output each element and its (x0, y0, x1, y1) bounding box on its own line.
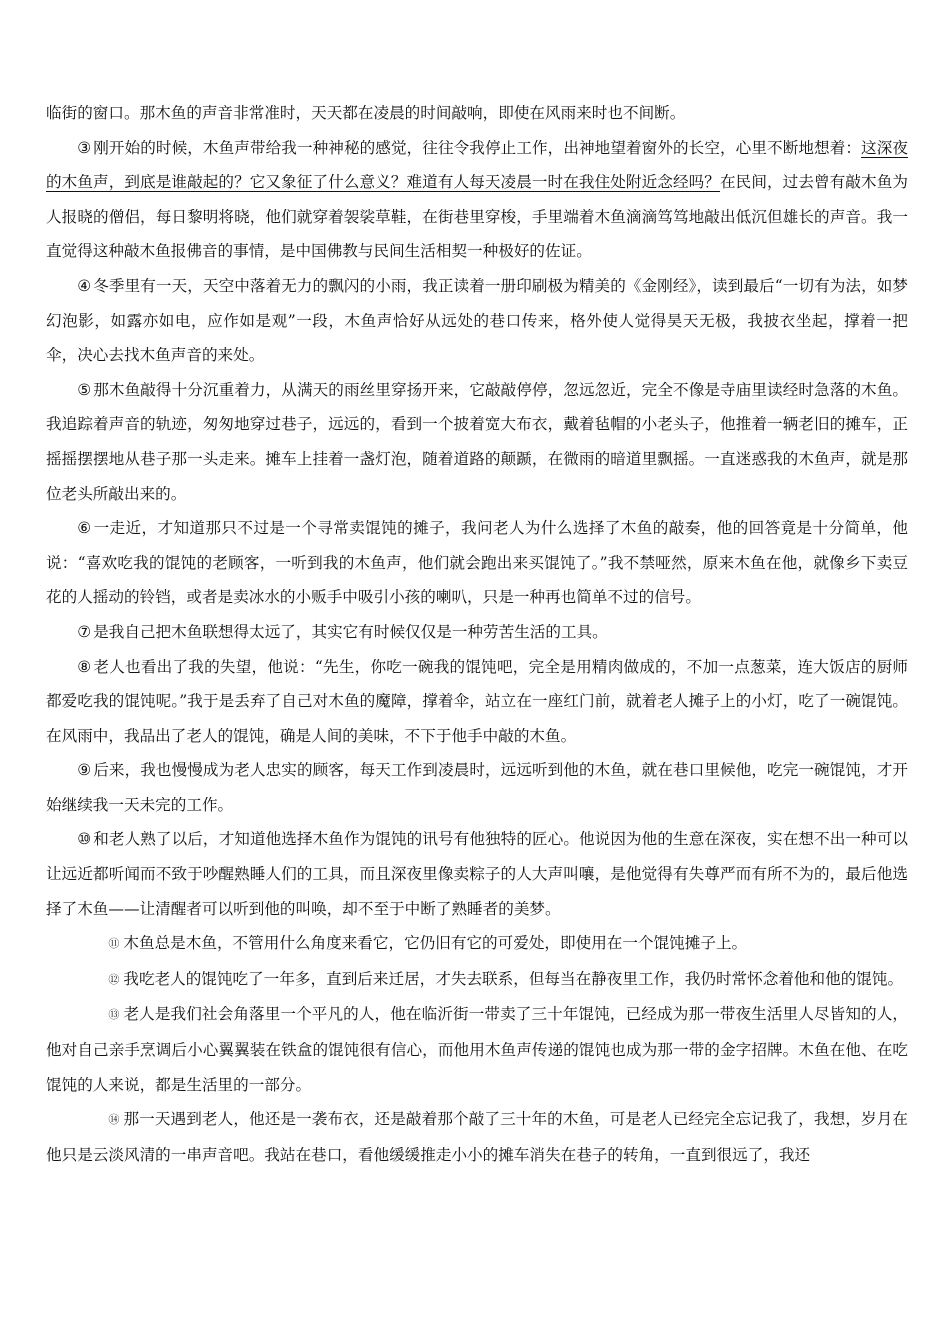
paragraph-number: ③ (77, 138, 92, 157)
paragraph-text: 临街的窗口。那木鱼的声音非常准时，天天都在凌晨的时间敲响，即使在风雨来时也不间断。 (46, 104, 686, 122)
paragraph-text: 一走近，才知道那只不过是一个寻常卖馄饨的摊子，我问老人为什么选择了木鱼的敲奏，他的回答竟是十分简单，他说：“喜欢吃我的馄饨的老顾客，一听到我的木鱼声，他们就会跑出来买馄饨了。”我不禁哑然，原来木鱼在他，就像乡下卖豆花的人摇动的铃铛，或者是卖冰水的小贩手中吸引小孩的喇叭，只是一种再也简单不过的信号。 (46, 519, 908, 607)
paragraph-text: 后来，我也慢慢成为老人忠实的顾客，每天工作到凌晨时，远远听到他的木鱼，就在巷口里候他，吃完一碗馄饨，才开始继续我一天未完的工作。 (46, 761, 908, 814)
paragraph-text: 冬季里有一天，天空中落着无力的飘闪的小雨，我正读着一册印刷极为精美的《金刚经》，读到最后“一切有为法，如梦幻泡影，如露亦如电，应作如是观”一段，木鱼声恰好从远处的巷口传来，格外使人觉得昊天无极，我披衣坐起，撑着一把伞，决心去找木鱼声音的来处。 (46, 276, 908, 365)
paragraph-5 (46, 373, 908, 511)
paragraph-text: 在民间，过去曾有敲木鱼为人报晓的僧侣，每日黎明将晓，他们就穿着袈裟草鞋，在街巷里穿梭，手里端着木鱼滴滴笃笃地敲出低沉但雄长的声音。我一直觉得这种敲木鱼报佛音的事情，是中国佛教与民间生活相契一种极好的佐证。 (46, 173, 908, 261)
paragraph-text: 我吃老人的馄饨吃了一年多，直到后来迁居，才失去联系，但每当在静夜里工作，我仍时常怀念着他和他的馄饨。 (123, 969, 904, 988)
paragraph-text: 老人是我们社会角落里一个平凡的人，他在临沂街一带卖了三十年馄饨，已经成为那一带夜生活里人尽皆知的人，他对自己亲手烹调后小心翼翼装在铁盒的馄饨很有信心，而他用木鱼声传递的馄饨也成为那一带的金字招牌。木鱼在他、在吃馄饨的人来说，都是生活里的一部分。 (46, 1005, 908, 1094)
paragraph-number: ⑤ (77, 380, 92, 399)
paragraph-text: 刚开始的时候，木鱼声带给我一种神秘的感觉，往往令我停止工作，出神地望着窗外的长空，心里不断地想着： (93, 138, 862, 157)
paragraph-text: 和老人熟了以后，才知道他选择木鱼作为馄饨的讯号有他独特的匠心。他说因为他的生意在深夜，实在想不出一种可以让远近都听闻而不致于吵醒熟睡人们的工具，而且深夜里像卖粽子的人大声叫嚷，是他觉得有失尊严而有所不为的，最后他选择了木鱼——让清醒者可以听到他的叫唤，却不至于中断了熟睡者的美梦。 (46, 830, 908, 918)
paragraph-text: 那木鱼敲得十分沉重着力，从满天的雨丝里穿扬开来，它敲敲停停，忽远忽近，完全不像是寺庙里读经时急落的木鱼。我追踪着声音的轨迹，匆匆地穿过巷子，远远的，看到一个披着宽大布衣，戴着毡帽的小老头子，他推着一辆老旧的摊车，正摇摇摆摆地从巷子那一头走来。摊车上挂着一盏灯泡，随着道路的颠踬，在微雨的暗道里飘摇。一直迷惑我的木鱼声，就是那位老头所敲出来的。 (46, 380, 908, 503)
paragraph-number: ⑥ (77, 519, 92, 538)
paragraph-continuation (46, 96, 908, 131)
document-page (46, 96, 908, 1172)
paragraph-number: ⑦ (77, 622, 92, 641)
underlined-sentence: 这深夜的木鱼声，到底是谁敲起的？它又象征了什么意义？难道有人每天凌晨一时在我住处附近念经吗？ (46, 138, 908, 192)
paragraph-number: ⑭ (108, 1113, 120, 1127)
paragraph-4 (46, 269, 908, 373)
paragraph-number: ⑩ (77, 830, 92, 849)
paragraph-number: ⑬ (108, 1008, 120, 1022)
paragraph-number: ⑫ (108, 972, 120, 986)
paragraph-number: ⑧ (77, 657, 92, 676)
paragraph-8 (46, 650, 908, 754)
paragraph-text: 木鱼总是木鱼，不管用什么角度来看它，它仍旧有它的可爱处，即使用在一个馄饨摊子上。 (123, 934, 748, 953)
paragraph-text: 那一天遇到老人，他还是一袭布衣，还是敲着那个敲了三十年的木鱼，可是老人已经完全忘记我了，我想，岁月在他只是云淡风清的一串声音吧。我站在巷口，看他缓缓推走小小的摊车消失在巷子的转角，一直到很远了，我还 (46, 1110, 908, 1164)
paragraph-11 (46, 926, 908, 962)
paragraph-14 (46, 1102, 908, 1172)
paragraph-text: 老人也看出了我的失望，他说：“先生，你吃一碗我的馄饨吧，完全是用精肉做成的，不加一点葱菜，连大饭店的厨师都爱吃我的馄饨呢。”我于是丢弃了自己对木鱼的魔障，撑着伞，站立在一座红门前，就着老人摊子上的小灯，吃了一碗馄饨。在风雨中，我品出了老人的馄饨，确是人间的美味，不下于他手中敲的木鱼。 (46, 657, 908, 745)
paragraph-3 (46, 131, 908, 269)
paragraph-6 (46, 511, 908, 615)
paragraph-text: 是我自己把木鱼联想得太远了，其实它有时候仅仅是一种劳苦生活的工具。 (93, 622, 608, 641)
paragraph-13 (46, 997, 908, 1102)
paragraph-number: ④ (77, 276, 92, 295)
paragraph-number: ⑨ (77, 761, 92, 780)
paragraph-7 (46, 615, 908, 650)
paragraph-12 (46, 962, 908, 998)
paragraph-10 (46, 822, 908, 926)
paragraph-number: ⑪ (108, 937, 120, 951)
paragraph-9 (46, 753, 908, 822)
